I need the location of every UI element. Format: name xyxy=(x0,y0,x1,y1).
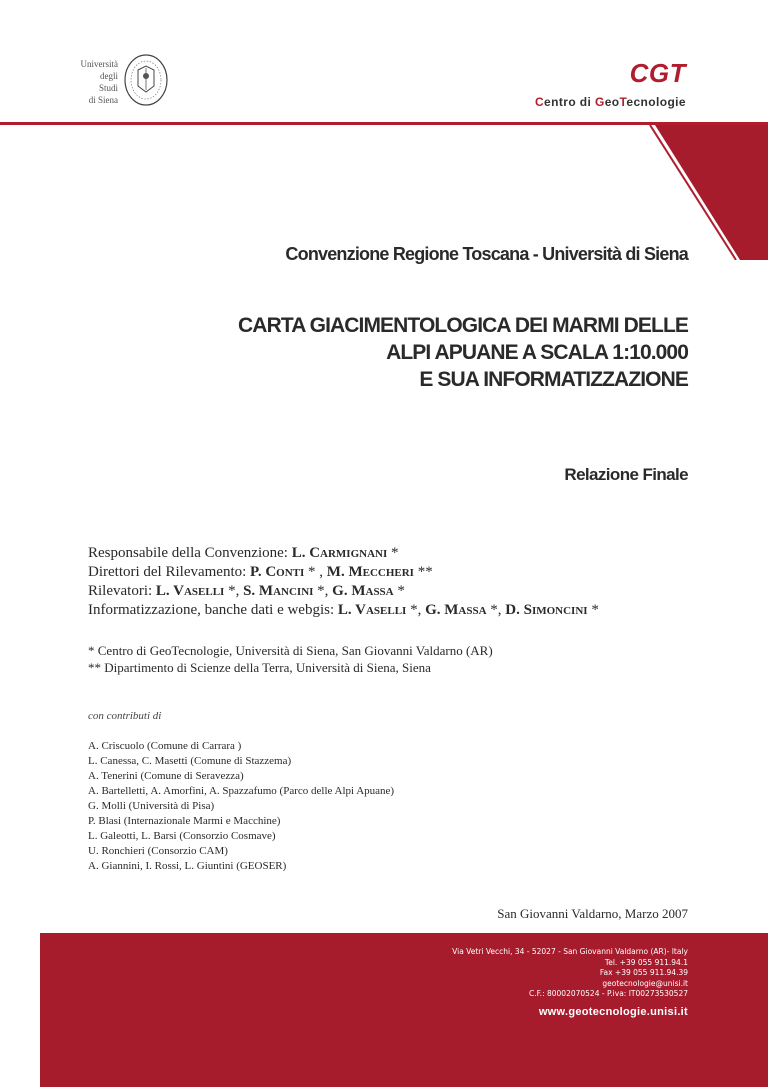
list-item: P. Blasi (Internazionale Marmi e Macchine) xyxy=(88,815,281,827)
list-item: L. Canessa, C. Masetti (Comune di Stazzema) xyxy=(88,755,292,767)
credit-rilevatori: Rilevatori: L. Vaselli *, S. Mancini *, G. Massa * xyxy=(88,583,405,599)
header-decoration xyxy=(0,0,768,260)
affiliation-note: * Centro di GeoTecnologie, Università di Siena, San Giovanni Valdarno (AR) xyxy=(88,643,493,658)
footer-email: geotecnologie@unisi.it xyxy=(602,978,688,988)
contributions-heading: con contributi di xyxy=(88,710,162,722)
website-link[interactable]: www.geotecnologie.unisi.it xyxy=(538,1006,688,1018)
list-item: A. Tenerini (Comune di Seravezza) xyxy=(88,770,244,782)
cgt-full-name: Centro di GeoTecnologie xyxy=(534,95,686,109)
corner-wedge xyxy=(655,125,768,260)
cgt-logo: CGT xyxy=(629,58,686,88)
main-title-line: E SUA INFORMATIZZAZIONE xyxy=(419,368,688,391)
main-title-line: ALPI APUANE A SCALA 1:10.000 xyxy=(386,341,688,364)
university-seal-icon xyxy=(122,52,170,108)
footer-tax-ids: C.F.: 80002070524 - P.iva: IT00273530527 xyxy=(528,989,688,998)
list-item: L. Galeotti, L. Barsi (Consorzio Cosmave) xyxy=(88,830,276,842)
credit-direttori: Direttori del Rilevamento: P. Conti * , M. Meccheri ** xyxy=(88,564,433,580)
university-line: Studi xyxy=(98,83,118,93)
document-type: Relazione Finale xyxy=(564,465,688,484)
list-item: U. Ronchieri (Consorzio CAM) xyxy=(88,845,228,857)
contributions-list xyxy=(88,739,394,874)
header-rule xyxy=(0,122,768,125)
place-date: San Giovanni Valdarno, Marzo 2007 xyxy=(497,906,688,921)
footer-address: Via Vetri Vecchi, 34 - 52027 - San Giovanni Valdarno (AR)- Italy xyxy=(452,947,688,956)
affiliation-note: ** Dipartimento di Scienze della Terra, Università di Siena, Siena xyxy=(88,660,431,675)
footer-phone: Tel. +39 055 911.94.1 xyxy=(604,957,688,967)
main-title-line: CARTA GIACIMENTOLOGICA DEI MARMI DELLE xyxy=(238,314,688,337)
footer-contact xyxy=(452,947,688,1000)
university-line: di Siena xyxy=(88,95,118,105)
list-item: A. Bartelletti, A. Amorfini, A. Spazzafumo (Parco delle Alpi Apuane) xyxy=(88,785,395,797)
footer-fax: Fax +39 055 911.94.39 xyxy=(599,968,688,977)
credits xyxy=(88,544,599,620)
credit-informatizzazione: Informatizzazione, banche dati e webgis: L. Vaselli *, G. Massa *, D. Simoncini * xyxy=(88,602,599,618)
list-item: G. Molli (Università di Pisa) xyxy=(88,800,215,812)
credit-responsabile: Responsabile della Convenzione: L. Carmignani * xyxy=(88,545,399,561)
university-line: degli xyxy=(100,71,118,81)
university-line: Università xyxy=(80,59,118,69)
affiliation-notes xyxy=(88,642,493,676)
convenzione-title: Convenzione Regione Toscana - Università di Siena xyxy=(285,244,688,264)
main-title xyxy=(238,312,688,393)
list-item: A. Criscuolo (Comune di Carrara ) xyxy=(88,740,242,752)
university-name xyxy=(58,58,118,106)
list-item: A. Giannini, I. Rossi, L. Giuntini (GEOSER) xyxy=(88,860,287,872)
